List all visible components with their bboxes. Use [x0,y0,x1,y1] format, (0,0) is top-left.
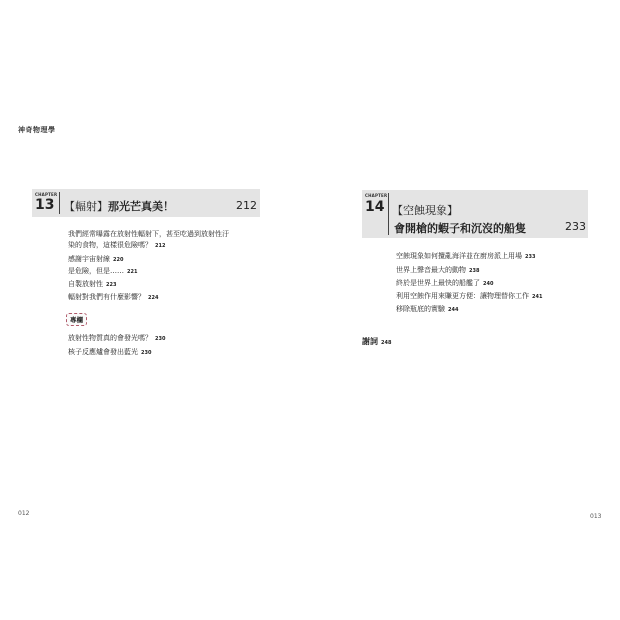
column-item-page: 230 [155,336,166,342]
toc-item-page: 244 [448,307,459,313]
toc-item[interactable] [68,280,116,288]
toc-item-page: 238 [469,268,480,274]
toc-item-text: 是危險，但是…… [68,267,124,275]
toc-item[interactable] [396,292,542,300]
acknowledgement-item[interactable] [362,336,391,347]
chapter-divider [59,192,60,214]
toc-item-text: 終於是世界上最快的船艦了 [396,279,480,287]
column-item[interactable] [68,348,151,356]
toc-item[interactable] [396,266,479,274]
toc-item[interactable] [396,252,535,260]
toc-item-page: 233 [525,254,536,260]
right-page-number: 013 [590,513,602,520]
toc-item[interactable] [68,230,229,238]
chapter-title-text: 那光芒真美！ [108,200,174,213]
toc-item-text: 輻射對我們有什麼影響？ [68,293,145,301]
toc-item[interactable] [68,267,137,275]
toc-item-text: 移除瓶底的實驗 [396,305,445,313]
column-item-text: 放射性物質真的會發光嗎？ [68,334,152,342]
toc-item[interactable] [68,293,158,301]
toc-item-page: 240 [483,281,494,287]
toc-item-page: 212 [155,243,166,249]
column-item[interactable] [68,334,165,342]
chapter-title [64,198,174,214]
chapter-divider [388,193,389,235]
toc-item-text: 染的食物，這樣很危險嗎？ [68,241,152,249]
chapter-label: CHAPTER [35,192,58,197]
left-page-number: 012 [18,510,30,517]
book-title: 神奇物理學 [18,126,56,134]
toc-item-text: 我們經常曝露在放射性輻射下，甚至吃過到放射性汙 [68,230,229,238]
toc-item-text: 世界上聲音最大的動物 [396,266,466,274]
column-badge: 專欄 [66,313,87,326]
chapter-number: 13 [35,197,55,213]
toc-item-page: 224 [148,295,159,301]
chapter-number: 14 [365,199,385,215]
chapter-title-text: 會開槍的蝦子和沉沒的船隻 [394,222,526,235]
toc-item-page: 220 [113,257,124,263]
toc-item-text: 利用空蝕作用來賺更方便：讓物理替你工作 [396,292,529,300]
chapter-page-number: 212 [236,199,257,212]
toc-item-text: 感謝宇宙射線 [68,255,110,263]
toc-item-text: 自製放射性 [68,280,103,288]
toc-item[interactable] [68,241,165,249]
acknowledgement-label: 謝詞 [362,337,378,346]
column-item-page: 230 [141,350,152,356]
toc-item-page: 223 [106,282,117,288]
toc-item-page: 221 [127,269,138,275]
chapter-label: CHAPTER [365,193,388,198]
toc-item[interactable] [68,255,123,263]
toc-item-page: 241 [532,294,543,300]
toc-item-text: 空蝕現象如何攪亂海洋並在廚房派上用場 [396,252,522,260]
chapter-page-number: 233 [565,220,586,233]
toc-item[interactable] [396,305,458,313]
column-item-text: 核子反應爐會發出藍光 [68,348,138,356]
acknowledgement-page: 248 [381,340,392,346]
chapter-title-bracket: 【輻射】 [64,200,108,213]
chapter-title-bracket: 【空蝕現象】 [392,204,458,217]
toc-item[interactable] [396,279,493,287]
